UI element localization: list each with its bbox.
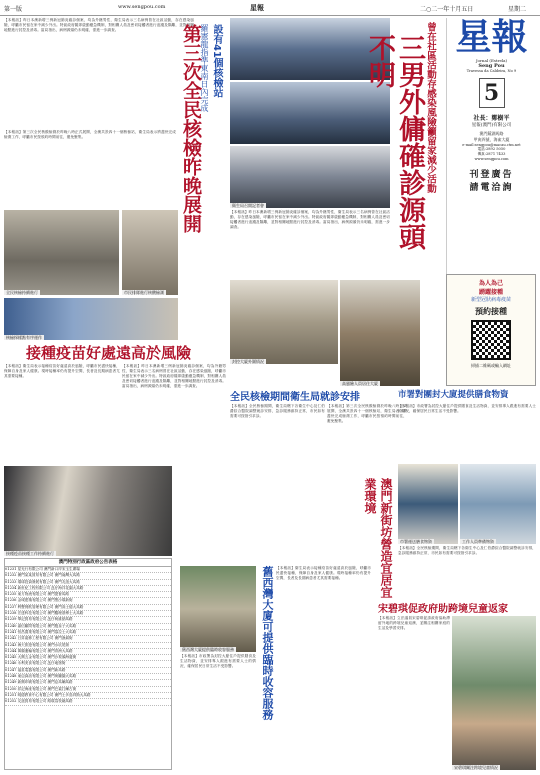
left-kicker: 設有41個核檢站 <box>211 24 222 98</box>
center-headline: 全民核檢期間衛生局就診安排 <box>230 392 360 403</box>
publisher-company: 星報(澳門)有限公司 <box>471 123 512 128</box>
queue-photo-2 <box>122 210 178 295</box>
paper-name: 星報 <box>250 3 264 12</box>
brand-email: e-mail:sengpou@macau.ctm.net <box>462 143 521 147</box>
kids-photo-caption: 宋碧琪關注跨境兒童情況 <box>454 765 498 770</box>
table-row: 01234 新世紀工程有限公司 氹仔海洋花園大馬路 <box>5 586 171 592</box>
ad-line-1: 為人為己 <box>478 280 503 287</box>
notice-table-title: 澳門特別行政區政府公告表格 <box>5 559 171 567</box>
table-row: 01237 利豐餐飲管理有限公司 澳門高士德大馬路 <box>5 605 171 611</box>
ad-book-label: 預約接種 <box>475 306 507 316</box>
canteen-photo-caption: 舊西灣大廈提供臨時收容服務 <box>182 647 234 652</box>
song-headline: 宋碧琪促政府助跨境兒童返家 <box>378 604 508 615</box>
qr-code-icon[interactable] <box>471 320 511 360</box>
right-headline: 市署對團封大廈提供膳食物資 <box>398 390 509 400</box>
table-row: 01248 東亞資訊有限公司 澳門荷蘭園大馬路 <box>5 674 171 680</box>
canteen-headline: 舊西灣大廈可提供臨時收容服務 <box>261 566 274 720</box>
notice-table-rows <box>5 567 171 706</box>
supplies-article-text: 【本報訊】市政署為封控大廈住戶提供膳食及生活物資，並安排專人跟進有需要人士的情況，確保居民日常生活不受影響。 <box>398 404 536 413</box>
table-row: 01233 環球投資發展有限公司 澳門友誼大馬路 <box>5 580 171 586</box>
table-row: 01251 明德教育中心有限公司 澳門士多鳥拜斯大馬路 <box>5 693 171 699</box>
left-subhead: 羅憲龍指準東南日內完成 <box>200 24 209 112</box>
table-row: 01250 祥記海產有限公司 澳門巴素打爾古街 <box>5 687 171 693</box>
staff-photo-caption: 工作人員準備物資 <box>462 539 494 544</box>
testing-photo <box>4 298 178 340</box>
notice-table <box>4 558 172 770</box>
building-photo-2 <box>340 280 420 386</box>
table-row: 01246 永利美食有限公司 氹仔地堡街 <box>5 661 171 667</box>
canteen-article-text: 【本報訊】市政署為封控大廈住戶提供膳食及生活物資，並安排專人跟進有需要人士的情況，確保居民日常生活不受影響。 <box>180 654 256 668</box>
brand-title: 星報 <box>455 17 528 58</box>
building-photo-2-caption: 高風險人員居住大廈 <box>342 381 378 386</box>
queue-photo-2-caption: 市民排隊進行核酸檢測 <box>124 290 164 295</box>
vaccine-headline: 接種疫苗好處遠高於風險 <box>26 344 192 362</box>
vaccine-photo <box>4 466 172 556</box>
table-row: 01241 恒昌置業有限公司 澳門慕拉士大馬路 <box>5 630 171 636</box>
vaccine-ad <box>446 274 536 386</box>
table-row: 01239 華記貿易有限公司 氹仔柯維納馬路 <box>5 617 171 623</box>
brand-latin-2: Seng Pou <box>478 63 505 69</box>
canteen-photo <box>180 566 256 652</box>
issue-date: 二○二一年十月五日 <box>420 6 474 13</box>
issue-weekday: 星期二 <box>508 6 527 13</box>
kids-photo <box>452 616 536 770</box>
left-main-headline: 第三次全民核檢昨晚展開 <box>180 24 202 233</box>
masthead-bar <box>0 0 540 16</box>
table-row: 01243 海天旅遊有限公司 澳門水坑尾街 <box>5 643 171 649</box>
brand-fax: 傳真:2871 7433 <box>477 152 506 156</box>
brand-tel: 電話:2892 5050 <box>477 147 506 151</box>
publisher: 社長：鄭樹平 <box>473 115 510 122</box>
main-kicker: 曾在社區活動存感染風險籲留家減少活動 <box>425 22 436 193</box>
table-row: 01235 東方物流有限公司 澳門提督馬路 <box>5 592 171 598</box>
table-row: 01247 福星電器有限公司 澳門新馬路 <box>5 668 171 674</box>
testing-article-text: 【本報訊】第三次全民核酸檢測於昨晚八時正式展開，全澳共設四十一個核檢站，衛生局表示將盡快完成檢測工作，呼籲市民按預約時間前往，避免聚集。 <box>4 130 176 139</box>
lead-article-text: 【本報訊】昨日本澳新增三例新冠肺炎確診個案，均為外籍男性，衛生局表示三名病例曾在社區活動，存在感染風險，呼籲市民留在家中減少外出。特區政府隨即啟動應急機制，對相關人員及密切接觸者進行追蹤及隔離，並對相關地點進行封控及消毒。當局指出，病例源頭仍未明確，需進一步調查。 <box>4 18 194 32</box>
brand-latin-1: Jornal (Estrela) <box>475 58 508 63</box>
site-url: www.sengpou.com <box>118 4 166 10</box>
food-photo <box>398 464 458 544</box>
brand-ads-1: 刊登廣告 <box>469 170 514 180</box>
testing-photo-caption: 核檢採樣點有序運作 <box>6 335 42 340</box>
food-photo-caption: 市署運送膳食物資 <box>400 539 432 544</box>
address-zh-1: 澳門鏡湖馬路 <box>479 131 504 136</box>
ad-footer: 掃描二維碼或輸入網址 <box>471 363 511 368</box>
brand-box <box>446 18 536 290</box>
brand-web: www.sengpou.com <box>474 157 509 161</box>
canteen-article-text-2: 【本報訊】衛生局表示接種疫苗好處遠高於風險，呼籲市民盡快接種，保障自身及家人健康。現時接種率仍有提升空間，長者及長期病患者尤其需要接種。 <box>276 566 371 580</box>
press-photo-3 <box>230 146 390 208</box>
ad-line-3: 新型冠狀病毒疫苗 <box>470 297 511 303</box>
staff-photo <box>460 464 536 544</box>
table-row: 01242 日昇裝修工程有限公司 澳門漁翁街 <box>5 636 171 642</box>
macau-vertical-headline: 澳門新街坊營造宜居宜業環境 <box>363 478 393 598</box>
vaccine-article-text-2: 【本報訊】昨日本澳新增三例新冠肺炎確診個案，均為外籍男性，衛生局表示三名病例曾在社區活動，存在感染風險，呼籲市民留在家中減少外出。特區政府隨即啟動應急機制，對相關人員及密切接觸者進行追蹤及隔離，並對相關地點進行封控及消毒。當局指出，病例源頭仍未明確，需進一步調查。 <box>122 364 226 388</box>
address-zh-2: 甲寅四號，海雀大廈 <box>473 137 510 142</box>
clinic-article-text-2: 【本報訊】第三次全民核酸檢測於昨晚八時正式展開，全澳共設四十一個核檢站，衛生局表示將盡快完成檢測工作，呼籲市民按預約時間前往，避免聚集。 <box>327 404 407 423</box>
day-number: 5 <box>479 78 505 108</box>
ad-line-2: 踴躍接種 <box>478 289 503 296</box>
main-headline: 三男外傭確診源頭不明 <box>364 34 425 250</box>
table-row: 01232 澳門某某貿易有限公司 澳門南灣大馬路 <box>5 573 171 579</box>
brand-address: Travessa da Caldeira, No 9 <box>466 69 517 73</box>
page-label: 第一版 <box>4 6 23 13</box>
building-photo-1-caption: 封控大廈外圍情況 <box>232 359 264 364</box>
table-row: 01240 嘉信顧問有限公司 澳門殷皇子大馬路 <box>5 624 171 630</box>
song-article-text: 【本報訊】立法議員宋碧琪促請政府協助滯留外地的跨境兒童返澳，並關注相關家庭的生活及學習安排。 <box>378 616 450 630</box>
table-row: 01245 大興五金有限公司 澳門沙梨頭海邊街 <box>5 655 171 661</box>
vaccine-article-text: 【本報訊】衛生局表示接種疫苗好處遠高於風險，呼籲市民盡快接種，保障自身及家人健康。現時接種率仍有提升空間，長者及長期病患者尤其需要接種。 <box>4 364 120 378</box>
table-row: 01236 金城建築有限公司 澳門黑沙環新街 <box>5 598 171 604</box>
vaccine-photo-caption: 接種疫苗接種工作持續進行 <box>6 551 54 556</box>
brand-ads-2: 請電洽詢 <box>469 183 514 193</box>
queue-photo-1-caption: 全民核檢持續進行 <box>6 290 38 295</box>
table-row: 01252 友誼貿易有限公司 路環荔枝碗馬路 <box>5 699 171 705</box>
press-photo-caption: 衛生局召開記者會 <box>232 203 264 208</box>
macau-article-text: 【本報訊】全民核檢期間，衛生局轄下各衛生中心及仁伯爵綜合醫院調整就診安排，急診服務維持正常，市民如有需要可按指引求診。 <box>398 546 536 555</box>
clinic-article-text: 【本報訊】全民核檢期間，衛生局轄下各衛生中心及仁伯爵綜合醫院調整就診安排，急診服務維持正常，市民如有需要可按指引求診。 <box>230 404 325 418</box>
table-row: 01244 萬順運輸有限公司 澳門青洲大馬路 <box>5 649 171 655</box>
center-article-text: 【本報訊】昨日本澳新增三例新冠肺炎確診個案，均為外籍男性，衛生局表示三名病例曾在社區活動，存在感染風險，呼籲市民留在家中減少外出。特區政府隨即啟動應急機制，對相關人員及密切接觸者進行追蹤及隔離，並對相關地點進行封控及消毒。當局指出，病例源頭仍未明確，需進一步調查。 <box>230 210 390 229</box>
building-photo-1 <box>230 280 338 364</box>
press-photo-2 <box>230 82 390 144</box>
table-row: 01249 新興印刷有限公司 澳門亞馬喇馬路 <box>5 680 171 686</box>
table-row: 01231 星光行有限公司 澳門新口岸宋玉生廣場 <box>5 567 171 573</box>
table-row: 01238 宏達科技有限公司 澳門羅理基博士大馬路 <box>5 611 171 617</box>
queue-photo-1 <box>4 210 119 295</box>
